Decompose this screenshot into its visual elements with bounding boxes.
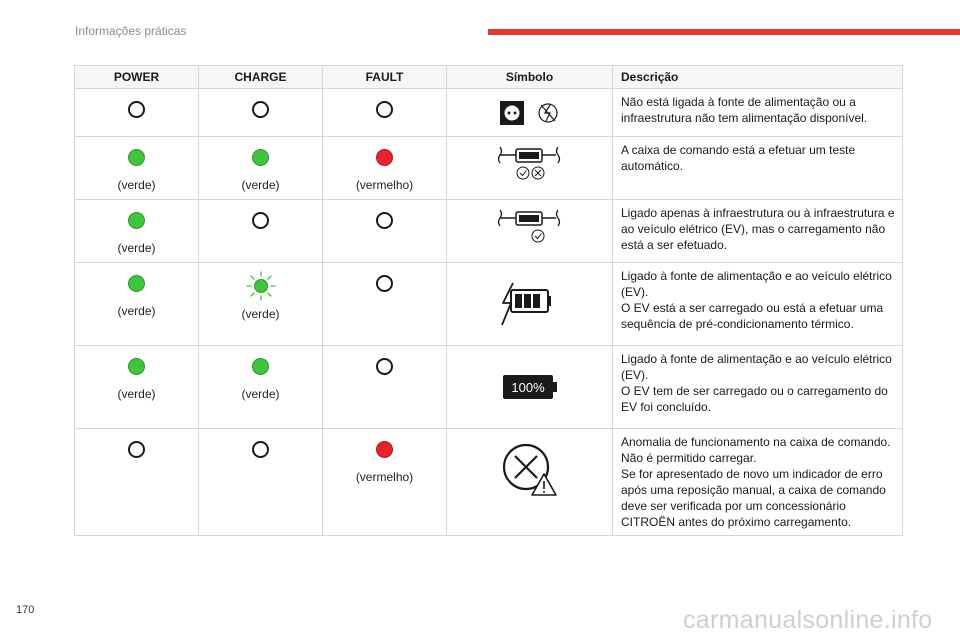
power-cell [75, 429, 199, 536]
column-header-symbol: Símbolo [447, 66, 613, 89]
page-number: 170 [16, 604, 35, 616]
fault-led-label: (vermelho) [355, 470, 414, 484]
battery-charging-icon [495, 281, 565, 327]
description-line: Ligado à fonte de alimentação e ao veículo elétrico (EV). [621, 352, 892, 382]
description-cell [613, 346, 903, 429]
table-row [75, 429, 903, 536]
symbol-cell [447, 346, 613, 429]
fault-cell [323, 137, 447, 200]
power-led-label: (verde) [117, 387, 156, 401]
column-header-fault: FAULT [323, 66, 447, 89]
cable-battery-check-icon [490, 204, 570, 244]
power-led-green-indicator [128, 275, 145, 292]
battery-percent-text: 100% [510, 380, 545, 395]
charge-cell [199, 263, 323, 346]
header-accent-bar [488, 29, 960, 35]
charging-status-table [74, 65, 903, 536]
power-led-off-indicator [128, 101, 145, 118]
charge-led-label: (verde) [241, 387, 280, 401]
table-row [75, 200, 903, 263]
fault-led-off-indicator [376, 212, 393, 229]
fault-cell [323, 200, 447, 263]
power-cell [75, 263, 199, 346]
description-line: Ligado à fonte de alimentação e ao veículo elétrico (EV). [621, 269, 892, 299]
description-text: A caixa de comando está a efetuar um teste automático. [621, 143, 856, 173]
table-header-row [75, 66, 903, 89]
description-line: Não é permitido carregar. [621, 451, 757, 465]
power-cell [75, 200, 199, 263]
fault-cell [323, 346, 447, 429]
power-cell [75, 89, 199, 137]
fault-led-red-indicator [376, 149, 393, 166]
symbol-cell [447, 263, 613, 346]
fault-cell [323, 263, 447, 346]
watermark-text: carmanualsonline.info [683, 606, 933, 634]
charge-led-green-indicator [252, 358, 269, 375]
column-header-description: Descrição [613, 66, 903, 89]
description-cell [613, 137, 903, 200]
power-led-off-indicator [128, 441, 145, 458]
no-power-socket-icon [495, 98, 565, 132]
description-cell [613, 263, 903, 346]
description-cell [613, 200, 903, 263]
charge-led-label: (verde) [241, 307, 280, 321]
power-led-label: (verde) [117, 178, 156, 192]
column-header-charge: CHARGE [199, 66, 323, 89]
fault-cell [323, 429, 447, 536]
description-line: Anomalia de funcionamento na caixa de comando. [621, 435, 891, 449]
charge-cell [199, 346, 323, 429]
power-cell [75, 137, 199, 200]
table-row [75, 263, 903, 346]
charge-led-blinking-green-indicator [244, 271, 278, 301]
fault-cell [323, 89, 447, 137]
description-cell [613, 89, 903, 137]
power-cell [75, 346, 199, 429]
symbol-cell [447, 137, 613, 200]
symbol-cell [447, 89, 613, 137]
column-header-power: POWER [75, 66, 199, 89]
charge-led-green-indicator [252, 149, 269, 166]
cable-battery-check-cross-icon [490, 141, 570, 181]
power-led-label: (verde) [117, 304, 156, 318]
fault-warning-icon [498, 439, 562, 501]
description-cell [613, 429, 903, 536]
battery-full-icon [498, 372, 562, 402]
fault-led-off-indicator [376, 101, 393, 118]
power-led-label: (verde) [117, 241, 156, 255]
charge-led-off-indicator [252, 101, 269, 118]
fault-led-off-indicator [376, 358, 393, 375]
charge-cell [199, 137, 323, 200]
charge-cell [199, 89, 323, 137]
description-line: O EV tem de ser carregado ou o carregamento do EV foi concluído. [621, 384, 888, 414]
charge-cell [199, 429, 323, 536]
description-text: Ligado apenas à infraestrutura ou à infraestrutura e ao veículo elétrico (EV), mas o carregamento não está a ser efetuado. [621, 206, 895, 252]
charge-led-off-indicator [252, 441, 269, 458]
description-line: Se for apresentado de novo um indicador de erro após uma reposição manual, a caixa de comando deve ser verificada por um concessionário CITROËN antes do próximo carregamento. [621, 467, 886, 529]
symbol-cell [447, 200, 613, 263]
fault-led-red-indicator [376, 441, 393, 458]
section-title: Informações práticas [75, 24, 187, 38]
table-row [75, 89, 903, 137]
table-row [75, 346, 903, 429]
power-led-green-indicator [128, 358, 145, 375]
fault-led-label: (vermelho) [355, 178, 414, 192]
symbol-cell [447, 429, 613, 536]
fault-led-off-indicator [376, 275, 393, 292]
charge-cell [199, 200, 323, 263]
charge-led-label: (verde) [241, 178, 280, 192]
table-row [75, 137, 903, 200]
description-text: Não está ligada à fonte de alimentação ou a infraestrutura não tem alimentação disponível. [621, 95, 868, 125]
power-led-green-indicator [128, 212, 145, 229]
description-line: O EV está a ser carregado ou está a efetuar uma sequência de pré-condicionamento térmico. [621, 301, 884, 331]
charge-led-off-indicator [252, 212, 269, 229]
power-led-green-indicator [128, 149, 145, 166]
